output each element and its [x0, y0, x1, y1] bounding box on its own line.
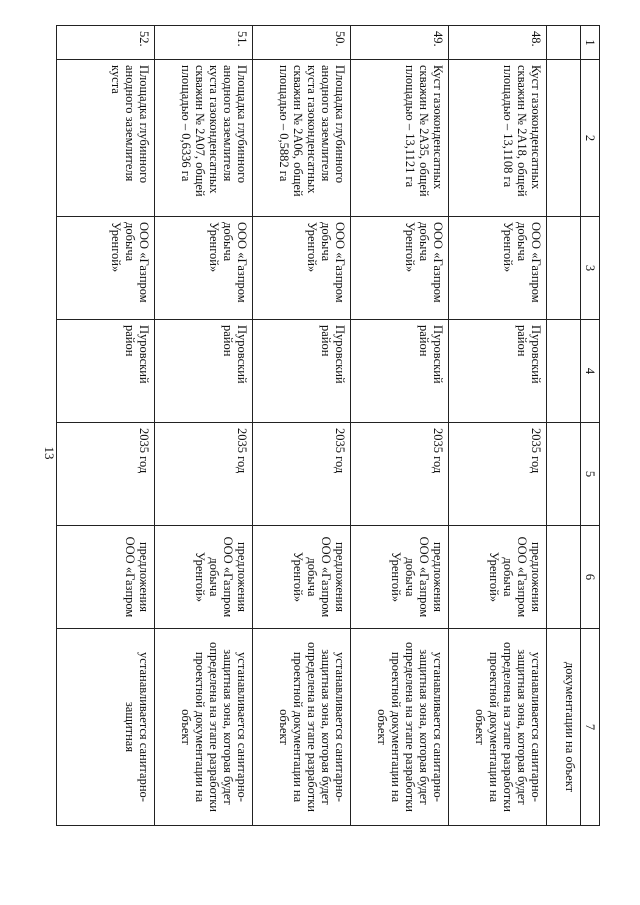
column-number: 3 — [581, 217, 600, 320]
note-cell: документации на объект — [547, 629, 581, 826]
column-number: 2 — [581, 60, 600, 217]
table-row — [351, 26, 449, 826]
object-name: Площадка глубинного анодного заземлителя куста — [57, 60, 155, 217]
table-cell — [547, 26, 581, 60]
page-number: 13 — [42, 446, 57, 460]
owner-cell: ООО «Газпром добыча Уренгой» — [57, 217, 155, 320]
owner-cell: ООО «Газпром добыча Уренгой» — [449, 217, 547, 320]
note-cell: устанавливается санитарно-защитная зона, которая будет определена на этапе разработки проектной документации на объект — [351, 629, 449, 826]
object-name: Куст газоконденсатных скважин № 2А35, общей площадью – 13,1121 га — [351, 60, 449, 217]
note-cell: устанавливается санитарно-защитная зона, которая будет определена на этапе разработки проектной документации на объект — [155, 629, 253, 826]
owner-cell: ООО «Газпром добыча Уренгой» — [253, 217, 351, 320]
object-name: Площадка глубинного анодного заземлителя куста газоконденсатных скважин № 2А06, общей площадью – 0,5882 га — [253, 60, 351, 217]
column-number: 4 — [581, 320, 600, 423]
row-number: 49. — [351, 26, 449, 60]
continuation-row — [547, 26, 581, 826]
source-cell: предложения ООО «Газпром — [57, 526, 155, 629]
row-number: 48. — [449, 26, 547, 60]
column-number: 5 — [581, 423, 600, 526]
owner-cell: ООО «Газпром добыча Уренгой» — [155, 217, 253, 320]
table-cell — [547, 60, 581, 217]
column-number: 6 — [581, 526, 600, 629]
row-number: 51. — [155, 26, 253, 60]
district-cell: Пуровский район — [155, 320, 253, 423]
year-cell: 2035 год — [351, 423, 449, 526]
column-number: 1 — [581, 26, 600, 60]
column-number-row — [581, 26, 600, 826]
note-cell: устанавливается санитарно-защитная — [57, 629, 155, 826]
year-cell: 2035 год — [155, 423, 253, 526]
table-row — [253, 26, 351, 826]
table-row — [57, 26, 155, 826]
district-cell: Пуровский район — [57, 320, 155, 423]
table-cell — [547, 423, 581, 526]
source-cell: предложения ООО «Газпром добыча Уренгой» — [253, 526, 351, 629]
row-number: 52. — [57, 26, 155, 60]
table-cell — [547, 320, 581, 423]
objects-table — [56, 25, 600, 826]
year-cell: 2035 год — [57, 423, 155, 526]
table-cell — [547, 217, 581, 320]
year-cell: 2035 год — [253, 423, 351, 526]
rotated-table-container — [80, 25, 600, 825]
object-name: Площадка глубинного анодного заземлителя куста газоконденсатных скважин № 2А07, общей площадью – 0,6336 га — [155, 60, 253, 217]
table-cell — [547, 526, 581, 629]
district-cell: Пуровский район — [351, 320, 449, 423]
object-name: Куст газоконденсатных скважин № 2А18, общей площадью – 13,1108 га — [449, 60, 547, 217]
note-cell: устанавливается санитарно-защитная зона, которая будет определена на этапе разработки проектной документации на объект — [253, 629, 351, 826]
district-cell: Пуровский район — [253, 320, 351, 423]
table-row — [449, 26, 547, 826]
owner-cell: ООО «Газпром добыча Уренгой» — [351, 217, 449, 320]
table-row — [155, 26, 253, 826]
source-cell: предложения ООО «Газпром добыча Уренгой» — [449, 526, 547, 629]
column-number: 7 — [581, 629, 600, 826]
note-cell: устанавливается санитарно-защитная зона, которая будет определена на этапе разработки проектной документации на объект — [449, 629, 547, 826]
year-cell: 2035 год — [449, 423, 547, 526]
row-number: 50. — [253, 26, 351, 60]
source-cell: предложения ООО «Газпром добыча Уренгой» — [351, 526, 449, 629]
district-cell: Пуровский район — [449, 320, 547, 423]
source-cell: предложения ООО «Газпром добыча Уренгой» — [155, 526, 253, 629]
